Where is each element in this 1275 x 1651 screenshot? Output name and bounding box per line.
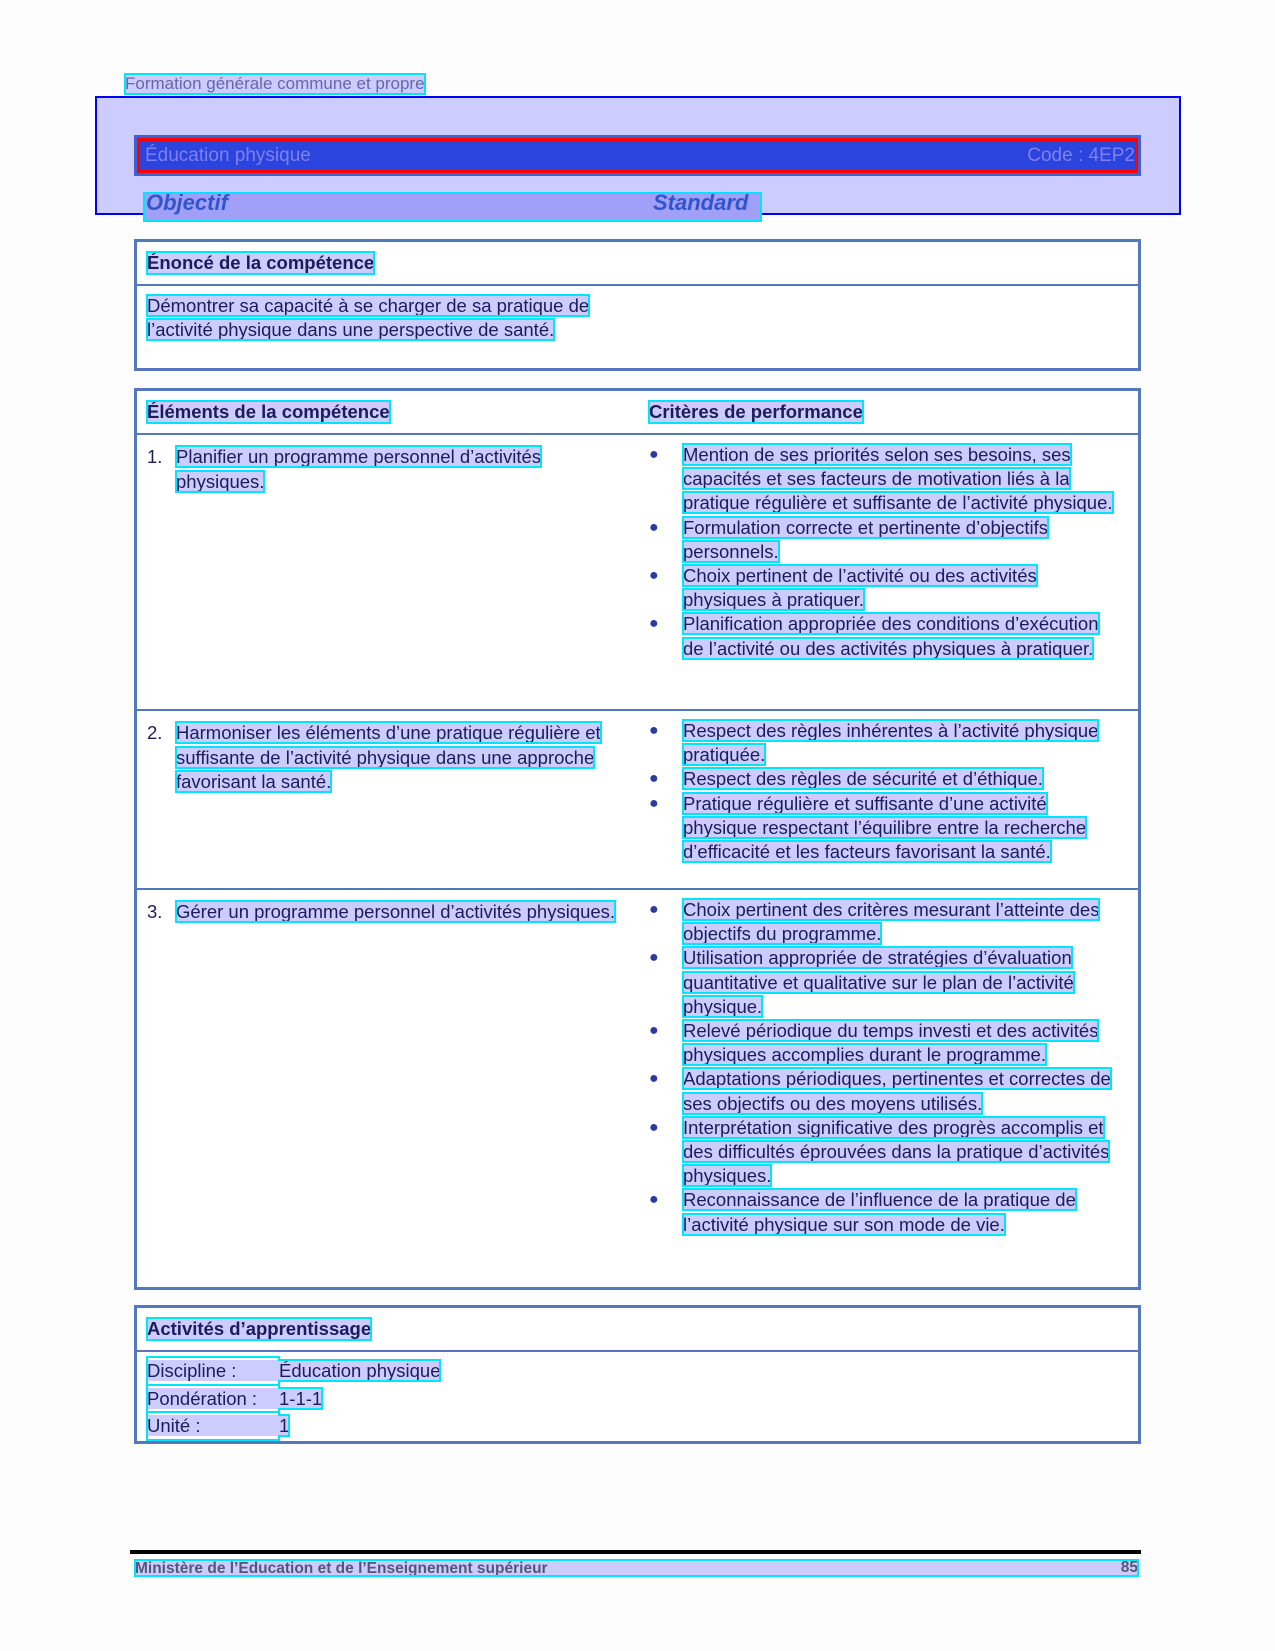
ponderation-label: Pondération : (147, 1387, 258, 1409)
elements-col-title: Éléments de la compétence (147, 401, 390, 422)
criterion-text: Interprétation significative des progrès accomplis et des difficultés éprouvées dans la pratique d’activités physiques. (683, 1116, 1110, 1187)
code-label: Code : (1027, 145, 1084, 166)
element-number: 1. (147, 446, 163, 467)
discipline-row (147, 1357, 1128, 1385)
element-number: 2. (147, 722, 163, 743)
criterion-text: Formulation correcte et pertinente d’objectifs personnels. (683, 516, 1049, 562)
bullet-icon: ● (649, 770, 659, 788)
criteria-col-title: Critères de performance (649, 401, 863, 422)
ponderation-value: 1-1-1 (279, 1387, 323, 1409)
criterion-item (649, 443, 1124, 516)
criterion-item (649, 1116, 1124, 1189)
criterion-item (649, 516, 1124, 564)
unite-row (147, 1412, 1128, 1440)
criterion-item (649, 564, 1124, 612)
unite-label: Unité : (147, 1415, 201, 1436)
activites-body (137, 1352, 1138, 1445)
criterion-text: Choix pertinent de l’activité ou des activités physiques à pratiquer. (683, 565, 1037, 611)
bullet-icon: ● (649, 794, 659, 812)
bullet-icon: ● (649, 949, 659, 967)
elements-header (137, 391, 1138, 435)
bullet-icon: ● (649, 567, 659, 585)
activites-title: Activités d’apprentissage (147, 1318, 372, 1339)
enonce-text: Démontrer sa capacité à se charger de sa pratique de l’activité physique dans une perspective de santé. (147, 295, 590, 340)
page-number: 85 (1120, 1559, 1138, 1576)
criterion-text: Choix pertinent des critères mesurant l’atteinte des objectifs du programme. (683, 899, 1100, 945)
bullet-icon: ● (649, 1022, 659, 1040)
element-number: 3. (147, 901, 163, 922)
activites-box (134, 1305, 1141, 1444)
discipline-label: Discipline : (147, 1360, 237, 1381)
objectif-standard-row (145, 190, 760, 220)
bullet-icon: ● (649, 722, 659, 739)
criterion-text: Pratique régulière et suffisante d’une activité physique respectant l’équilibre entre la recherche d’efficacité et les facteurs favorisant la santé. (683, 792, 1087, 863)
element-row (137, 709, 1138, 888)
criterion-item (649, 1019, 1124, 1067)
footer (135, 1560, 1138, 1576)
criterion-item (649, 898, 1124, 946)
criterion-text: Planification appropriée des conditions d’exécution de l’activité ou des activités physiques à pratiquer. (683, 613, 1099, 659)
criterion-item (649, 1067, 1124, 1115)
bullet-icon: ● (649, 1070, 659, 1088)
criteria-cell (649, 435, 1138, 667)
element-text: Planifier un programme personnel d’activités physiques. (176, 446, 542, 492)
criterion-item (649, 767, 1124, 791)
criterion-item (649, 612, 1124, 660)
code-value: 4EP2 (1088, 145, 1135, 166)
criterion-text: Reconnaissance de l’influence de la pratique de l’activité physique sur son mode de vie. (683, 1189, 1076, 1235)
criterion-text: Mention de ses priorités selon ses besoins, ses capacités et ses facteurs de motivation liés à la pratique régulière et suffisante de l’activité physique. (683, 444, 1113, 514)
criteria-cell (649, 890, 1138, 1243)
discipline-value: Éducation physique (279, 1360, 441, 1381)
criterion-item (649, 719, 1124, 767)
element-cell (147, 900, 617, 925)
element-cell (147, 445, 617, 494)
element-cell (147, 721, 617, 795)
discipline-title: Éducation physique (145, 145, 311, 166)
criteria-cell (649, 711, 1138, 870)
criterion-text: Relevé périodique du temps investi et des activités physiques accomplies durant le programme. (683, 1020, 1099, 1066)
enonce-box (134, 239, 1141, 371)
activites-header (137, 1308, 1138, 1352)
bullet-icon: ● (649, 615, 659, 633)
footer-ministry: Ministère de l’Éducation et de l’Enseignement supérieur (135, 1560, 548, 1577)
standard-label: Standard (653, 190, 749, 215)
element-row (137, 435, 1138, 709)
bullet-icon: ● (649, 1191, 659, 1209)
enonce-header (137, 242, 1138, 286)
program-label: Formation générale commune et propre (125, 74, 425, 93)
unite-value: 1 (279, 1415, 290, 1436)
elements-rows (137, 435, 1138, 1285)
elements-box (134, 388, 1141, 1290)
bullet-icon: ● (649, 901, 659, 918)
enonce-body (137, 286, 617, 350)
criterion-item (649, 792, 1124, 865)
element-text: Gérer un programme personnel d’activités physiques. (176, 901, 616, 922)
bullet-icon: ● (649, 518, 659, 536)
ponderation-row (147, 1385, 1128, 1413)
objectif-label: Objectif (146, 190, 228, 215)
bullet-icon: ● (649, 1118, 659, 1136)
enonce-title: Énoncé de la compétence (147, 252, 375, 273)
bullet-icon: ● (649, 446, 659, 463)
element-row (137, 888, 1138, 1285)
criterion-text: Adaptations périodiques, pertinentes et correctes de ses objectifs ou des moyens utilisés. (683, 1068, 1111, 1114)
course-code (1027, 145, 1135, 167)
criterion-item (649, 1188, 1124, 1236)
footer-rule (130, 1550, 1141, 1554)
criterion-item (649, 946, 1124, 1019)
criterion-text: Utilisation appropriée de stratégies d’évaluation quantitative et qualitative sur le plan de l’activité physique. (683, 947, 1074, 1017)
criterion-text: Respect des règles de sécurité et d’éthique. (683, 768, 1043, 790)
criterion-text: Respect des règles inhérentes à l’activité physique pratiquée. (683, 720, 1099, 766)
element-text: Harmoniser les éléments d’une pratique régulière et suffisante de l’activité physique dans une approche favorisant la santé. (176, 722, 601, 792)
